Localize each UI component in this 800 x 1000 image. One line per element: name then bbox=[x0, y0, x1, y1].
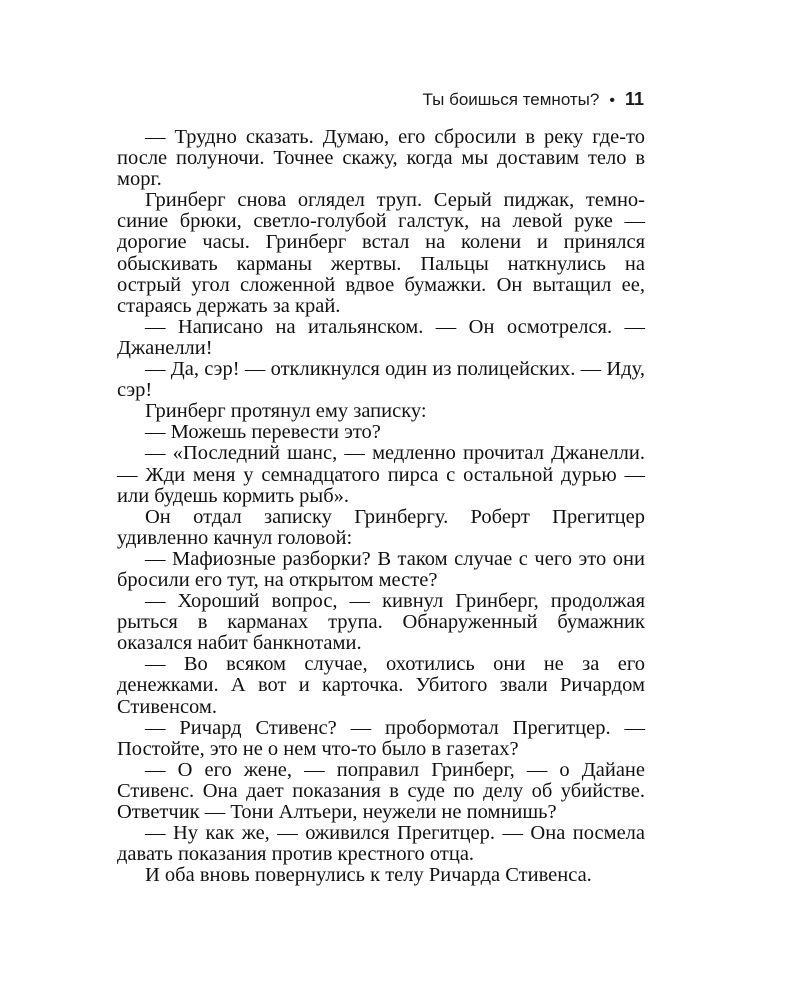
body-text bbox=[117, 127, 645, 886]
paragraph: — Трудно сказать. Думаю, его сбросили в реку где-то после полуночи. Точнее скажу, когда мы доставим тело в морг. bbox=[117, 126, 645, 191]
paragraph: — Во всяком случае, охотились они не за его денежками. А вот и карточка. Убитого звали Ричардом Стивенсом. bbox=[117, 653, 645, 718]
paragraph: — Написано на итальянском. — Он осмотрелся. — Джанелли! bbox=[117, 315, 645, 359]
paragraph: — Ну как же, — оживился Прегитцер. — Она посмела давать показания против крестного отца. bbox=[117, 822, 645, 866]
paragraph: И оба вновь повернулись к телу Ричарда Стивенса. bbox=[145, 864, 592, 887]
paragraph: — Можешь перевести это? bbox=[145, 421, 381, 444]
paragraph: — Мафиозные разборки? В таком случае с чего это они бросили его тут, на открытом месте? bbox=[117, 547, 645, 591]
header-separator: • bbox=[609, 92, 615, 109]
paragraph: — Да, сэр! — откликнулся один из полицейских. — Иду, сэр! bbox=[117, 358, 645, 402]
book-title: Ты боишься темноты? bbox=[422, 90, 600, 109]
paragraph: — Хороший вопрос, — кивнул Гринберг, продолжая рыться в карманах трупа. Обнаруженный бумажник оказался набит банкнотами. bbox=[117, 590, 645, 655]
page-number: 11 bbox=[624, 89, 644, 109]
paragraph: Гринберг протянул ему записку: bbox=[145, 400, 427, 423]
paragraph: — Ричард Стивенс? — пробормотал Прегитцер. — Постойте, это не о нем что-то было в газетах? bbox=[117, 716, 645, 760]
paragraph: Гринберг снова оглядел труп. Серый пиджак, темно-синие брюки, светло-голубой галстук, на левой руке — дорогие часы. Гринберг встал на колени и принялся обыскивать карманы жертвы. Пальцы наткнулись на острый угол сложенной вдвое бумажки. Он вытащил ее, стараясь держать за край. bbox=[117, 189, 645, 317]
paragraph: — «Последний шанс, — медленно прочитал Джанелли. — Жди меня у семнадцатого пирса с остальной дурью — или будешь кормить рыб». bbox=[117, 442, 645, 507]
paragraph: Он отдал записку Гринбергу. Роберт Прегитцер удивленно качнул головой: bbox=[117, 505, 645, 549]
running-head bbox=[423, 89, 645, 110]
paragraph: — О его жене, — поправил Гринберг, — о Дайане Стивенс. Она дает показания в суде по делу об убийстве. Ответчик — Тони Алтьери, неужели не помнишь? bbox=[117, 758, 645, 823]
